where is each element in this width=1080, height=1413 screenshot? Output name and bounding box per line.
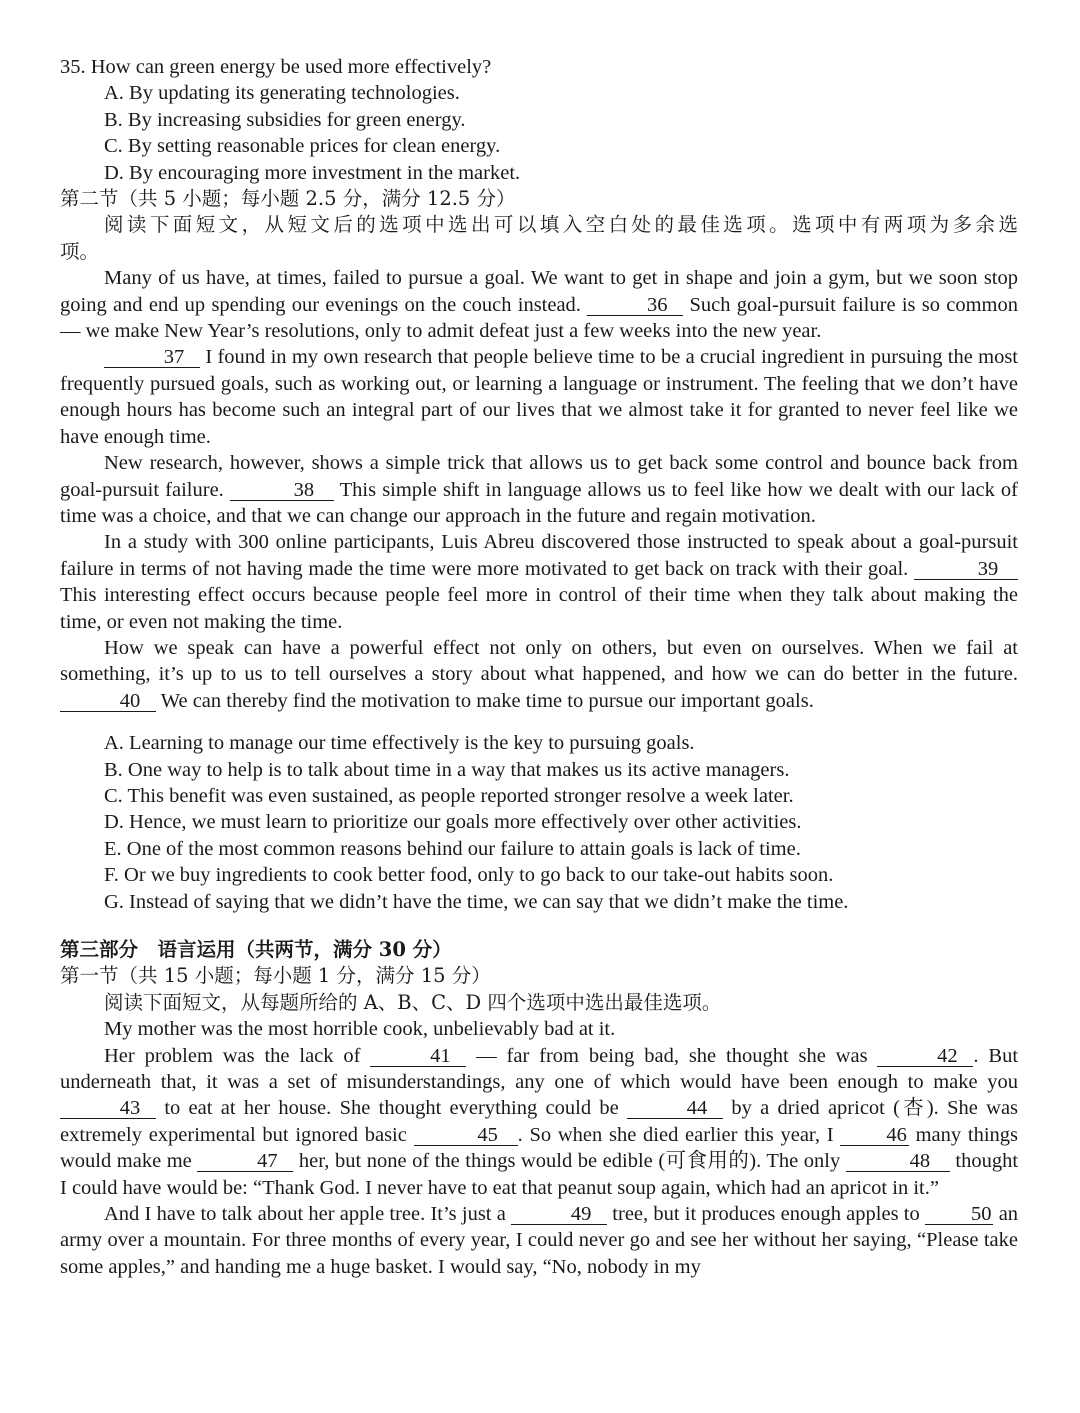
- passage-text: tree, but it produces enough apples to: [612, 1203, 920, 1226]
- passage-text: This simple shift in language allows us to feel like how we dealt with our lack of time was a choice, and that we can change our approach in the future and regain motivation.: [60, 478, 1018, 527]
- blank-41: 41: [370, 1046, 466, 1067]
- passage-text: Many of us have, at times, failed to pursue a goal. We want to get in shape and join a gym, but we soon stop going and end up spending our evenings on the couch instead.: [60, 267, 1018, 316]
- q35-option-b: B. By increasing subsidies for green energy.: [104, 108, 466, 131]
- blank-44: 44: [627, 1098, 723, 1119]
- option-a: A. Learning to manage our time effectively is the key to pursuing goals.: [104, 732, 695, 755]
- option-c: C. This benefit was even sustained, as people reported stronger resolve a week later.: [104, 784, 794, 807]
- passage-text: by a dried apricot (杏). She was extremely experimental but ignored basic: [60, 1097, 1019, 1146]
- q35-option-c: C. By setting reasonable prices for clean energy.: [104, 135, 501, 158]
- passage-text: her, but none of the things would be edible (可食用的). The only: [298, 1150, 841, 1173]
- passage-text: We can thereby find the motivation to make time to pursue our important goals.: [160, 689, 814, 712]
- passage-paragraph-3: [60, 450, 1018, 529]
- passage-paragraph-2: [60, 344, 1018, 450]
- blank-46: 46: [840, 1125, 909, 1146]
- passage-text: In a study with 300 online participants, Luis Abreu discovered those instructed to speak about a goal-pursuit failure in terms of not having made the time were more motivated to get back on track with their goal.: [60, 531, 1018, 580]
- part3-instruction: 阅读下面短文，从每题所给的 A、B、C、D 四个选项中选出最佳选项。: [104, 990, 722, 1014]
- passage-text: to eat at her house. She thought everything could be: [164, 1097, 619, 1120]
- passage-text: I found in my own research that people believe time to be a crucial ingredient in pursuing the most frequently pursued goals, such as working out, or learning a language or instrument. The feeling that we don’t have enough hours has become such an integral part of our lives that we almost take it for granted to never feel like we have enough time.: [60, 346, 1019, 448]
- passage-text: . But underneath that, it was a set of misunderstandings, any one of which would have been enough to make you: [60, 1044, 1019, 1094]
- blank-50: 50: [925, 1204, 994, 1225]
- q35-option-d: D. By encouraging more investment in the market.: [104, 161, 521, 184]
- cloze-paragraph-1: [60, 1016, 1018, 1042]
- section2-heading: 第二节（共 5 小题；每小题 2.5 分，满分 12.5 分）: [60, 187, 516, 211]
- passage-text: thought I could have would be: “Thank God. I never have to eat that peanut soup again, which had an apricot in it.”: [60, 1150, 1019, 1199]
- passage-text: New research, however, shows a simple trick that allows us to get back some control and bounce back from goal-pursuit failure.: [60, 452, 1018, 501]
- blank-43: 43: [60, 1098, 156, 1119]
- part3-sub-heading: 第一节（共 15 小题；每小题 1 分，满分 15 分）: [60, 964, 491, 988]
- blank-38: 38: [230, 480, 334, 501]
- section2-instruction-line1: 阅读下面短文，从短文后的选项中选出可以填入空白处的最佳选项。选项中有两项为多余选: [104, 213, 1018, 237]
- blank-36: 36: [587, 295, 683, 316]
- blank-48: 48: [846, 1151, 950, 1172]
- cloze-paragraph-3: [60, 1201, 1018, 1280]
- passage-text: Such goal-pursuit failure is so common — we make New Year’s resolutions, only to admit defeat just a few weeks into the new year.: [60, 293, 1018, 343]
- blank-45: 45: [414, 1125, 518, 1146]
- passage-text: My mother was the most horrible cook, unbelievably bad at it.: [104, 1018, 616, 1041]
- blank-47: 47: [197, 1151, 293, 1172]
- passage-text: This interesting effect occurs because people feel more in control of their time when they talk about making the time, or even not making the time.: [60, 584, 1018, 633]
- passage-text: an army over a mountain. For three months of every year, I could never go and see her without her saying, “Please take some apples,” and handing me a huge basket. I would say, “No, nobody in my: [60, 1203, 1019, 1278]
- q35-stem: 35. How can green energy be used more effectively?: [60, 56, 492, 78]
- passage-text: And I have to talk about her apple tree. It’s just a: [104, 1203, 506, 1226]
- passage-text: many things would make me: [60, 1123, 1018, 1173]
- option-e: E. One of the most common reasons behind our failure to attain goals is lack of time.: [104, 837, 801, 860]
- cloze-paragraph-2: [60, 1043, 1018, 1201]
- option-d: D. Hence, we must learn to prioritize our goals more effectively over other activities.: [104, 811, 802, 834]
- passage-paragraph-1: [60, 265, 1018, 344]
- blank-42: 42: [877, 1046, 973, 1067]
- passage-text: Her problem was the lack of: [104, 1044, 361, 1067]
- option-f: F. Or we buy ingredients to cook better food, only to go back to our take-out habits soon.: [104, 864, 834, 887]
- section2-instruction-line2: 项。: [60, 239, 100, 263]
- passage-paragraph-4: [60, 529, 1018, 635]
- passage-paragraph-5: [60, 635, 1018, 714]
- blank-39: 39: [914, 559, 1018, 580]
- blank-37: 37: [104, 347, 200, 368]
- passage-text: How we speak can have a powerful effect not only on others, but even on ourselves. When we fail at something, it’s up to us to tell ourselves a story about what happened, and how we can do better in the future.: [60, 636, 1018, 686]
- q35-option-a: A. By updating its generating technologies.: [104, 82, 460, 105]
- blank-49: 49: [511, 1204, 607, 1225]
- part3-heading: 第三部分 语言运用（共两节，满分 30 分）: [60, 938, 452, 961]
- blank-40: 40: [60, 691, 156, 712]
- passage-text: . So when she died earlier this year, I: [517, 1123, 834, 1146]
- option-b: B. One way to help is to talk about time in a way that makes us its active managers.: [104, 758, 790, 781]
- passage-text: — far from being bad, she thought she was: [476, 1044, 868, 1067]
- option-g: G. Instead of saying that we didn’t have the time, we can say that we didn’t make the time.: [104, 890, 849, 913]
